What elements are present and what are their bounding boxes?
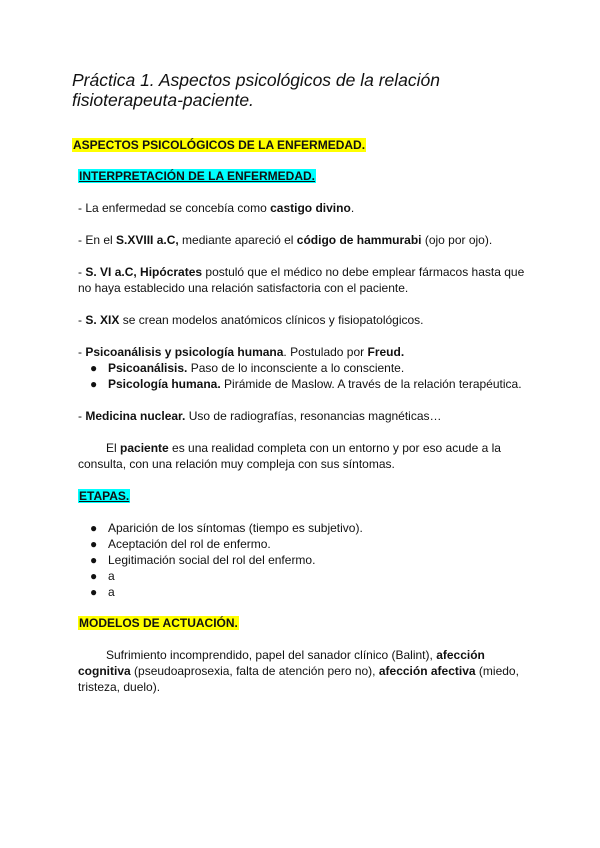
section-etapas-label: ETAPAS. [79, 489, 130, 503]
bullet-icon: ● [90, 585, 98, 599]
text-run: (ojo por ojo). [421, 233, 493, 247]
text-run: es una realidad completa con un entorno y por eso acude a la consulta, con una relación muy compleja con sus síntomas. [78, 441, 501, 471]
text-run: - En el [78, 233, 117, 247]
list-item [78, 520, 538, 536]
bold-run: Psicoanálisis y psicología humana [85, 345, 284, 359]
text-run: a [108, 569, 115, 583]
text-run: (pseudoaprosexia, falta de atención pero no), [130, 664, 379, 678]
text-run: se crean modelos anatómicos clínicos y fisiopatológicos. [119, 313, 424, 327]
section-heading-main [72, 137, 366, 153]
paragraph-hipocrates [78, 264, 538, 296]
paragraph-castigo [78, 200, 538, 216]
title-line-2: fisioterapeuta-paciente. [72, 90, 254, 110]
paragraph-modelos [78, 647, 538, 695]
text-run: mediante apareció el [178, 233, 297, 247]
bold-run: afección afectiva [378, 664, 476, 678]
list-item [78, 360, 538, 376]
bold-run: afección cognitiva [78, 648, 485, 678]
title-line-1: Práctica 1. Aspectos psicológicos de la relación [72, 70, 441, 90]
text-run: - [78, 345, 86, 359]
section-modelos-label: MODELOS DE ACTUACIÓN. [79, 616, 238, 630]
bullet-icon: ● [90, 553, 98, 567]
bold-run: código de hammurabi [296, 233, 422, 247]
list-item [78, 584, 538, 600]
section-interp-label: INTERPRETACIÓN DE LA ENFERMEDAD. [79, 169, 316, 183]
bold-run: castigo divino [270, 201, 351, 215]
list-item [78, 568, 538, 584]
page-title [72, 70, 542, 110]
psicoanalisis-bullet-list [78, 360, 538, 392]
text-run: Paso de lo inconsciente a lo consciente. [187, 361, 405, 375]
text-run: Pirámide de Maslow. A través de la relación terapéutica. [220, 377, 522, 391]
bold-run: S.XVIII a.C, [116, 233, 179, 247]
section-heading-interpretacion [78, 168, 316, 184]
bold-run: Freud. [367, 345, 405, 359]
paragraph-hammurabi [78, 232, 538, 248]
bold-run: Medicina nuclear. [85, 409, 186, 423]
etapas-bullet-list [78, 520, 538, 600]
text-run: . Postulado por [283, 345, 368, 359]
paragraph-medicina-nuclear [78, 408, 538, 424]
text-run: postuló que el médico no debe emplear fármacos hasta que no haya establecido una relación satisfactoria con el paciente. [78, 265, 525, 295]
bold-run: S. XIX [85, 313, 120, 327]
text-run: a [108, 585, 115, 599]
list-item [78, 536, 538, 552]
bullet-icon: ● [90, 537, 98, 551]
list-item [78, 552, 538, 568]
text-run: Aceptación del rol de enfermo. [108, 537, 271, 551]
bold-run: paciente [120, 441, 169, 455]
text-run: Sufrimiento incomprendido, papel del sanador clínico (Balint), [106, 648, 437, 662]
text-run: - [78, 409, 86, 423]
text-run: - La enfermedad se concebía como [78, 201, 271, 215]
section-main-label: ASPECTOS PSICOLÓGICOS DE LA ENFERMEDAD. [73, 138, 366, 152]
section-heading-etapas [78, 488, 130, 504]
paragraph-psicoanalisis [78, 344, 538, 360]
bullet-icon: ● [90, 521, 98, 535]
paragraph-siglo-xix [78, 312, 538, 328]
text-run: Uso de radiografías, resonancias magnéticas… [185, 409, 442, 423]
bold-run: S. VI a.C, Hipócrates [85, 265, 203, 279]
text-run: - [78, 265, 86, 279]
list-item [78, 376, 538, 392]
text-run: Legitimación social del rol del enfermo. [108, 553, 316, 567]
text-run: . [350, 201, 355, 215]
text-run: (miedo, tristeza, duelo). [78, 664, 519, 694]
bullet-icon: ● [90, 569, 98, 583]
bullet-icon: ● [90, 361, 98, 375]
bold-run: Psicología humana. [108, 377, 221, 391]
text-run: El [106, 441, 121, 455]
bullet-icon: ● [90, 377, 98, 391]
text-run: Aparición de los síntomas (tiempo es subjetivo). [108, 521, 363, 535]
paragraph-paciente [78, 440, 538, 472]
text-run: - [78, 313, 86, 327]
bold-run: Psicoanálisis. [108, 361, 188, 375]
section-heading-modelos [78, 615, 239, 631]
